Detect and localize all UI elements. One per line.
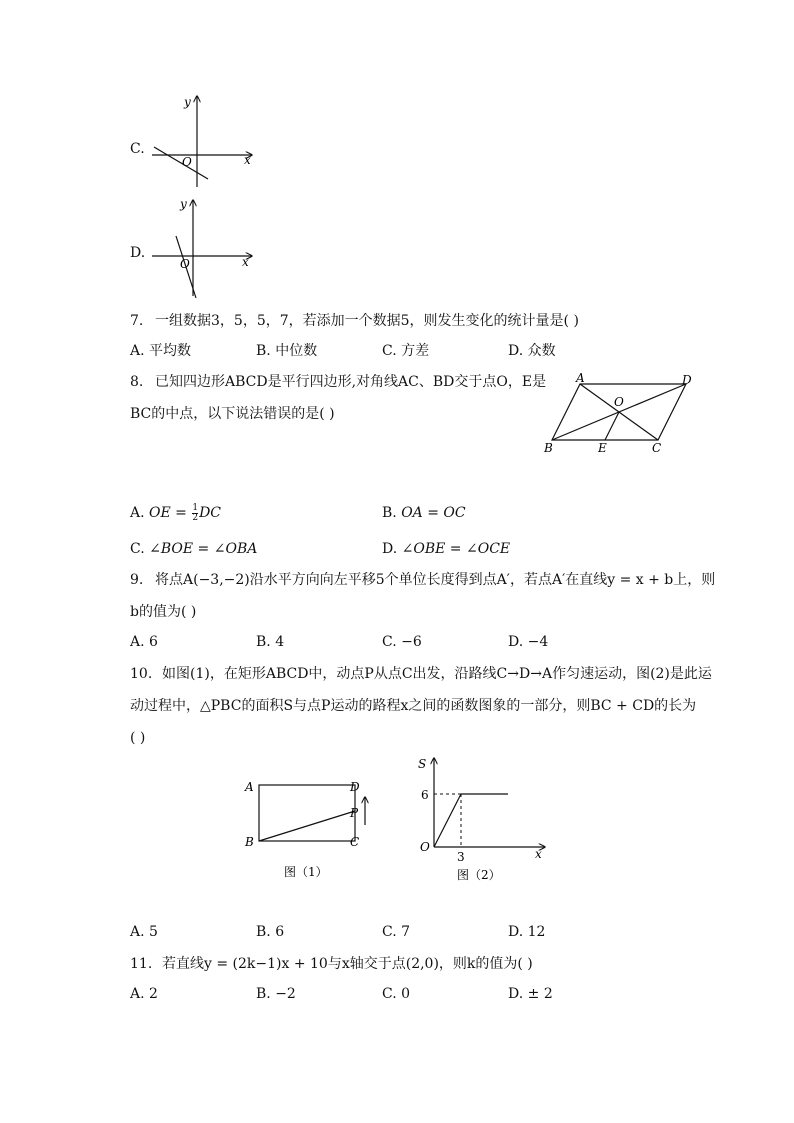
origin-label: O: [182, 155, 192, 169]
q8-stem-line1: 已知四边形ABCD是平行四边形,对角线AC、BD交于点O，E是: [155, 374, 547, 390]
q10-stem-line1: 如图(1)，在矩形ABCD中，动点P从点C出发，沿路线C→D→A作匀速运动，图(2)是此运: [162, 666, 712, 682]
q8-option-b: B. OA = OC: [382, 505, 466, 521]
q7-number: 7.: [130, 313, 144, 329]
q7-option-d: D. 众数: [508, 343, 556, 359]
q8-number: 8.: [130, 374, 144, 390]
q7-option-a: A. 平均数: [130, 343, 192, 359]
q11-stem: 若直线y = (2k−1)x + 10与x轴交于点(2,0)，则k的值为( ): [162, 956, 533, 972]
q6-option-c-graph: [140, 92, 270, 192]
q11-option-a: A. 2: [130, 986, 158, 1002]
label-d: D: [350, 780, 360, 794]
q8-parallelogram-figure: [540, 372, 700, 458]
q6-option-d-graph: [140, 196, 270, 302]
caption: 图（2）: [457, 868, 501, 882]
q6-option-c-key: C.: [130, 141, 145, 157]
graph-rising: [434, 794, 461, 847]
segment-oe: [605, 412, 619, 440]
q10-number: 10.: [130, 666, 153, 682]
label-six: 6: [421, 788, 429, 802]
q7-option-c: C. 方差: [382, 343, 430, 359]
q9-option-b: B. 4: [256, 634, 285, 650]
label-origin: O: [420, 840, 430, 854]
q8-option-a: A. OE = $\frac{1}{2}$ DC: [130, 502, 222, 523]
q11-option-d: D. ± 2: [508, 986, 553, 1002]
q8-option-d: D. ∠OBE = ∠OCE: [382, 541, 511, 557]
y-label: y: [180, 197, 187, 211]
q10-option-a: A. 5: [130, 924, 158, 940]
q9-number: 9.: [130, 572, 144, 588]
label-x: x: [535, 847, 542, 861]
label-a: A: [245, 780, 254, 794]
label-b: B: [245, 835, 254, 849]
segment-bp: [259, 811, 355, 841]
y-label: y: [184, 95, 191, 109]
label-d: D: [682, 373, 692, 387]
q10-stem-line2: 动过程中，△PBC的面积S与点P运动的路程x之间的函数图象的一部分，则BC + CD的长为: [130, 698, 697, 714]
label-a: A: [576, 371, 585, 385]
q10-figure-2-graph: [415, 752, 555, 887]
q10-option-c: C. 7: [382, 924, 411, 940]
label-o: O: [614, 395, 624, 409]
q7-option-b: B. 中位数: [256, 343, 318, 359]
label-s: S: [418, 757, 427, 771]
label-c: C: [350, 835, 360, 849]
q10-figure-1-rectangle: [240, 775, 380, 885]
q9-option-c: C. −6: [382, 634, 422, 650]
rectangle-abcd: [259, 785, 355, 841]
q10-option-d: D. 12: [508, 924, 546, 940]
label-three: 3: [457, 850, 465, 864]
q6-option-d-key: D.: [130, 245, 146, 261]
q9-option-a: A. 6: [130, 634, 158, 650]
origin-label: O: [180, 257, 190, 271]
q11-option-c: C. 0: [382, 986, 411, 1002]
q8-option-c: C. ∠BOE = ∠OBA: [130, 541, 258, 557]
q9-stem-line1: 将点A(−3,−2)沿水平方向向左平移5个单位长度得到点A′，若点A′在直线y = x + b上，则: [155, 572, 716, 588]
q10-stem-line3: ( ): [130, 730, 146, 746]
q11-option-b: B. −2: [256, 986, 296, 1002]
label-p: P: [350, 806, 359, 820]
label-b: B: [544, 441, 553, 455]
graph-line: [154, 147, 208, 179]
q10-option-b: B. 6: [256, 924, 285, 940]
q7-stem: 一组数据3，5，5，7，若添加一个数据5，则发生变化的统计量是( ): [155, 313, 579, 329]
label-e: E: [598, 441, 607, 455]
q11-number: 11.: [130, 956, 153, 972]
q9-option-d: D. −4: [508, 634, 549, 650]
x-label: x: [242, 255, 249, 269]
x-label: x: [244, 153, 251, 167]
caption: 图（1）: [284, 865, 328, 879]
q9-stem-line2: b的值为( ): [130, 604, 197, 620]
q8-stem-line2: BC的中点，以下说法错误的是( ): [130, 406, 335, 422]
label-c: C: [652, 441, 662, 455]
